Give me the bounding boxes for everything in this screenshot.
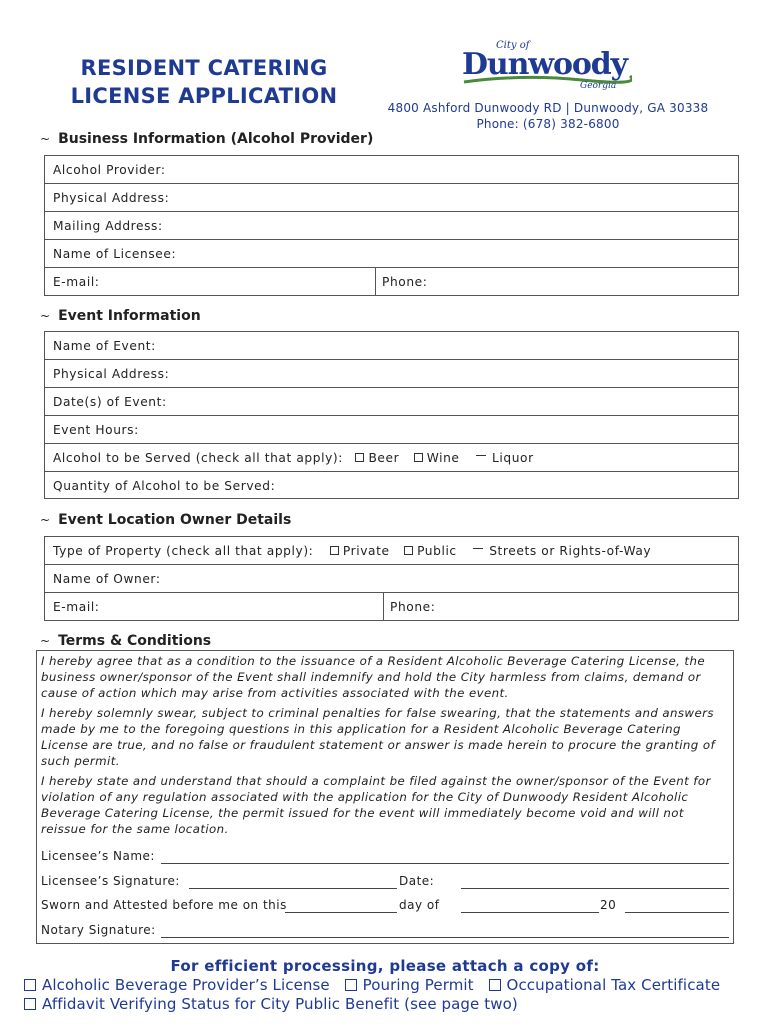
field-licensee-name[interactable] — [45, 240, 738, 268]
label-pouring-permit: Pouring Permit — [362, 976, 474, 994]
checkbox-public[interactable] — [404, 546, 413, 555]
title-line-1: RESIDENT CATERING — [80, 56, 328, 80]
field-event-address[interactable] — [45, 360, 738, 388]
label-private: Private — [342, 544, 390, 558]
label-liquor: Liquor — [492, 451, 534, 465]
checkbox-affidavit[interactable] — [24, 998, 36, 1010]
field-owner-email-phone — [45, 593, 738, 621]
label-owner-email[interactable]: E-mail: — [53, 600, 100, 614]
field-alcohol-served — [45, 444, 738, 472]
city-logo — [462, 36, 632, 96]
input-sworn-month[interactable] — [461, 912, 599, 913]
label-licensee-signature: Licensee’s Signature: — [41, 874, 180, 888]
event-info-table — [44, 331, 739, 499]
section-terms-heading — [40, 633, 211, 649]
section-business-heading — [40, 131, 373, 147]
label-event-address: Physical Address: — [53, 367, 170, 381]
terms-paragraph-3: I hereby state and understand that should a complaint be filed against the owner/sponsor of the Event for violation of any regulation associated with the application for the City of Dunwoody Resident Alcoholic Beverage Catering License, the permit issued for the event will immediately become void and will not reissue for the same location. — [41, 774, 711, 836]
label-streets: Streets or Rights-of-Way — [489, 544, 652, 558]
attachments-row-1 — [24, 976, 720, 994]
label-event-hours: Event Hours: — [53, 423, 139, 437]
label-licensee-name: Name of Licensee: — [53, 247, 177, 261]
logo-city-of: City of — [496, 40, 530, 51]
field-owner-name[interactable] — [45, 565, 738, 593]
logo-state: Georgia — [580, 81, 617, 91]
label-owner-name: Name of Owner: — [53, 572, 161, 586]
field-email-phone — [45, 268, 738, 296]
checkbox-streets[interactable] — [473, 548, 483, 557]
checkbox-tax-certificate[interactable] — [489, 979, 501, 991]
label-event-name: Name of Event: — [53, 339, 156, 353]
label-alcohol-provider: Alcohol Provider: — [53, 163, 166, 177]
owner-info-table — [44, 536, 739, 621]
field-owner-phone[interactable] — [383, 593, 435, 621]
section-event-title: Event Information — [58, 308, 201, 324]
field-business-phone[interactable] — [375, 268, 427, 296]
field-alcohol-quantity[interactable] — [45, 472, 738, 500]
label-year-prefix: 20 — [600, 898, 617, 912]
label-notary-signature: Notary Signature: — [41, 923, 156, 937]
label-day-of: day of — [399, 898, 440, 912]
attachments-row-2 — [24, 995, 518, 1013]
checkbox-liquor[interactable] — [476, 455, 486, 464]
title-line-2: LICENSE APPLICATION — [70, 84, 338, 108]
label-physical-address: Physical Address: — [53, 191, 170, 205]
input-licensee-signature[interactable] — [189, 888, 397, 889]
section-terms-title: Terms & Conditions — [58, 633, 212, 649]
section-event-heading — [40, 308, 201, 324]
city-logo-graphic — [462, 36, 632, 96]
label-beer: Beer — [368, 451, 400, 465]
city-contact — [380, 100, 716, 132]
section-owner-title: Event Location Owner Details — [58, 512, 292, 528]
bullet-tilde-icon: ~ — [40, 309, 51, 323]
field-event-dates[interactable] — [45, 388, 738, 416]
label-alcohol-served: Alcohol to be Served (check all that apply): — [53, 451, 343, 465]
label-affidavit: Affidavit Verifying Status for City Public Benefit (see page two) — [42, 995, 518, 1013]
attachments-heading: For efficient processing, please attach a copy of: — [170, 957, 600, 975]
label-property-type: Type of Property (check all that apply): — [53, 544, 314, 558]
checkbox-provider-license[interactable] — [24, 979, 36, 991]
label-owner-phone: Phone: — [390, 600, 436, 614]
city-address: 4800 Ashford Dunwoody RD | Dunwoody, GA 30338 — [387, 101, 709, 115]
checkbox-beer[interactable] — [355, 453, 364, 462]
checkbox-wine[interactable] — [414, 453, 423, 462]
field-alcohol-provider[interactable] — [45, 156, 738, 184]
input-sig-date[interactable] — [461, 888, 729, 889]
bullet-tilde-icon: ~ — [40, 513, 51, 527]
label-tax-certificate: Occupational Tax Certificate — [506, 976, 721, 994]
label-event-dates: Date(s) of Event: — [53, 395, 167, 409]
label-wine: Wine — [426, 451, 460, 465]
logo-name: Dunwoody — [462, 47, 628, 82]
label-public: Public — [417, 544, 457, 558]
page-title — [44, 54, 364, 110]
terms-paragraph-1: I hereby agree that as a condition to the issuance of a Resident Alcoholic Beverage Catering License, the business owner/sponsor of the Event shall indemnify and hold the City harmless from claims, demand or cause of action which may arise from activities associated with the event. — [41, 654, 705, 700]
field-physical-address[interactable] — [45, 184, 738, 212]
field-property-type — [45, 537, 738, 565]
label-alcohol-quantity: Quantity of Alcohol to be Served: — [53, 479, 276, 493]
input-licensee-name[interactable] — [161, 863, 729, 864]
label-business-phone: Phone: — [382, 275, 428, 289]
field-mailing-address[interactable] — [45, 212, 738, 240]
input-sworn-year[interactable] — [625, 912, 729, 913]
label-sworn: Sworn and Attested before me on this — [41, 898, 287, 912]
field-event-name[interactable] — [45, 332, 738, 360]
field-event-hours[interactable] — [45, 416, 738, 444]
bullet-tilde-icon: ~ — [40, 634, 51, 648]
section-owner-heading — [40, 512, 291, 528]
terms-paragraph-2: I hereby solemnly swear, subject to criminal penalties for false swearing, that the statements and answers made by me to the foregoing questions in this application for a Resident Alcoholic Beverage Catering License are true, and no false or fraudulent statement or answer is made herein to procure the granting of such permit. — [41, 706, 716, 768]
bullet-tilde-icon: ~ — [40, 132, 51, 146]
input-notary-signature[interactable] — [161, 937, 729, 938]
checkbox-pouring-permit[interactable] — [345, 979, 357, 991]
label-business-email[interactable]: E-mail: — [53, 275, 100, 289]
business-info-table — [44, 155, 739, 296]
terms-box — [36, 650, 734, 944]
input-sworn-day[interactable] — [285, 912, 397, 913]
label-provider-license: Alcoholic Beverage Provider’s License — [42, 976, 330, 994]
section-business-title: Business Information (Alcohol Provider) — [58, 131, 374, 147]
checkbox-private[interactable] — [330, 546, 339, 555]
label-sig-licensee-name: Licensee’s Name: — [41, 849, 155, 863]
city-phone: Phone: (678) 382-6800 — [476, 117, 620, 131]
label-sig-date: Date: — [399, 874, 435, 888]
label-mailing-address: Mailing Address: — [53, 219, 163, 233]
